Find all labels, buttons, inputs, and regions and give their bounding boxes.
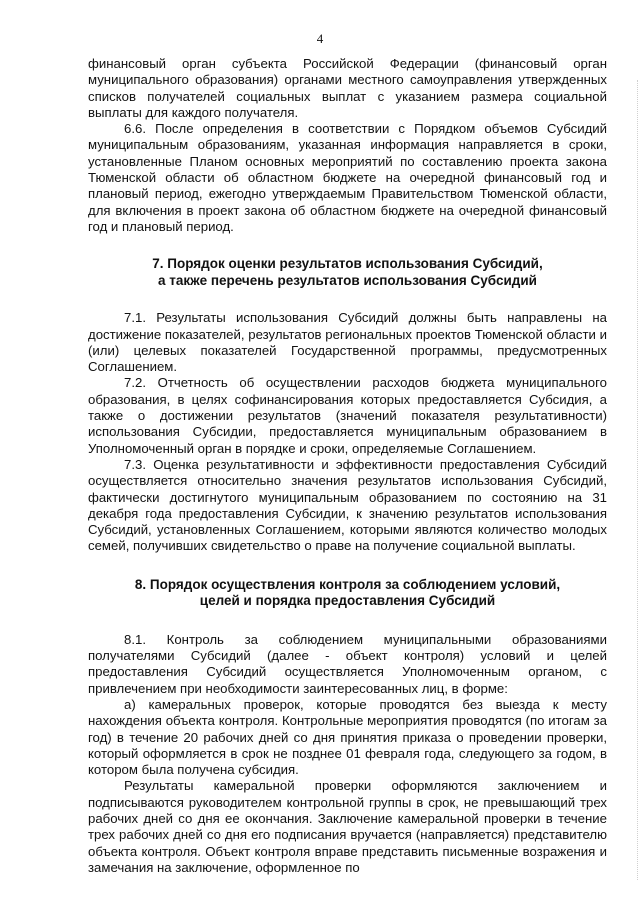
section-7-heading-line2: а также перечень результатов использования Субсидий bbox=[158, 272, 537, 288]
paragraph-7-3: 7.3. Оценка результативности и эффективности предоставления Субсидий осуществляется относительно значения результатов использования Субсидий, фактически достигнутого муниципальным образованием по состоянию на 31 декабря года предоставления Субсидии, к значению результатов использования Субсидий, установленных Соглашением, которыми являются количество молодых семей, получивших свидетельство о праве на получение социальной выплаты. bbox=[88, 456, 607, 554]
section-8-heading-line1: 8. Порядок осуществления контроля за соблюдением условий, bbox=[134, 576, 561, 592]
scan-margin-artifact bbox=[634, 80, 638, 880]
section-7-heading-line1: 7. Порядок оценки результатов использования Субсидий, bbox=[152, 256, 543, 272]
section-8-heading-line2: целей и порядка предоставления Субсидий bbox=[199, 593, 496, 609]
paragraph-continuation: финансовый орган субъекта Российской Федерации (финансовый орган муниципального образования) органами местного самоуправления утвержденных списков получателей социальных выплат с указанием размера социальной выплаты для каждого получателя. bbox=[88, 56, 607, 120]
paragraph-7-1: 7.1. Результаты использования Субсидий должны быть направлены на достижение показателей, результатов региональных проектов Тюменской области и (или) целевых показателей Государственной программы, предусмотренных Соглашением. bbox=[88, 310, 607, 375]
paragraph-8-1-a: а) камеральных проверок, которые проводятся без выезда к месту нахождения объекта контроля. Контрольные мероприятия проводятся (по итогам за год) в течение 20 рабочих дней со дня принятия приказа о проведении проверки, который оформляется в срок не позднее 01 февраля года, следующего за годом, в котором была получена субсидия. bbox=[88, 696, 607, 778]
paragraph-8-results: Результаты камеральной проверки оформляются заключением и подписываются руководителем контрольной группы в срок, не превышающий трех рабочих дней со дня ее окончания. Заключение камеральной проверки в течение трех рабочих дней со дня его подписания вручается (направляется) представителю объекта контроля. Объект контроля вправе представить письменные возражения и замечания на заключение, оформленное по bbox=[88, 778, 607, 875]
page-number: 4 bbox=[316, 31, 324, 46]
paragraph-8-1: 8.1. Контроль за соблюдением муниципальными образованиями получателями Субсидий (далее - объект контроля) условий и целей предоставления Субсидий осуществляется Уполномоченным органом, с привлечением при необходимости заинтересованных лиц, в форме: bbox=[88, 631, 607, 696]
document-body bbox=[88, 56, 607, 876]
section-7-heading bbox=[88, 256, 607, 289]
section-8-heading bbox=[88, 577, 607, 610]
paragraph-7-2: 7.2. Отчетность об осуществлении расходов бюджета муниципального образования, в целях софинансирования которых предоставляется Субсидия, а также о достижении результатов (значений показателя результативности) использования Субсидии, предоставляется муниципальным образованием в Уполномоченный орган в порядке и сроки, определяемые Соглашением. bbox=[88, 375, 607, 456]
paragraph-6-6: 6.6. После определения в соответствии с Порядком объемов Субсидий муниципальным образованиям, указанная информация направляется в сроки, установленные Планом основных мероприятий по составлению проекта закона Тюменской области об областном бюджете на очередной финансовый год и плановый период, ежегодно утверждаемым Правительством Тюменской области, для включения в проект закона об областном бюджете на очередной финансовый год и плановый период. bbox=[88, 121, 607, 234]
